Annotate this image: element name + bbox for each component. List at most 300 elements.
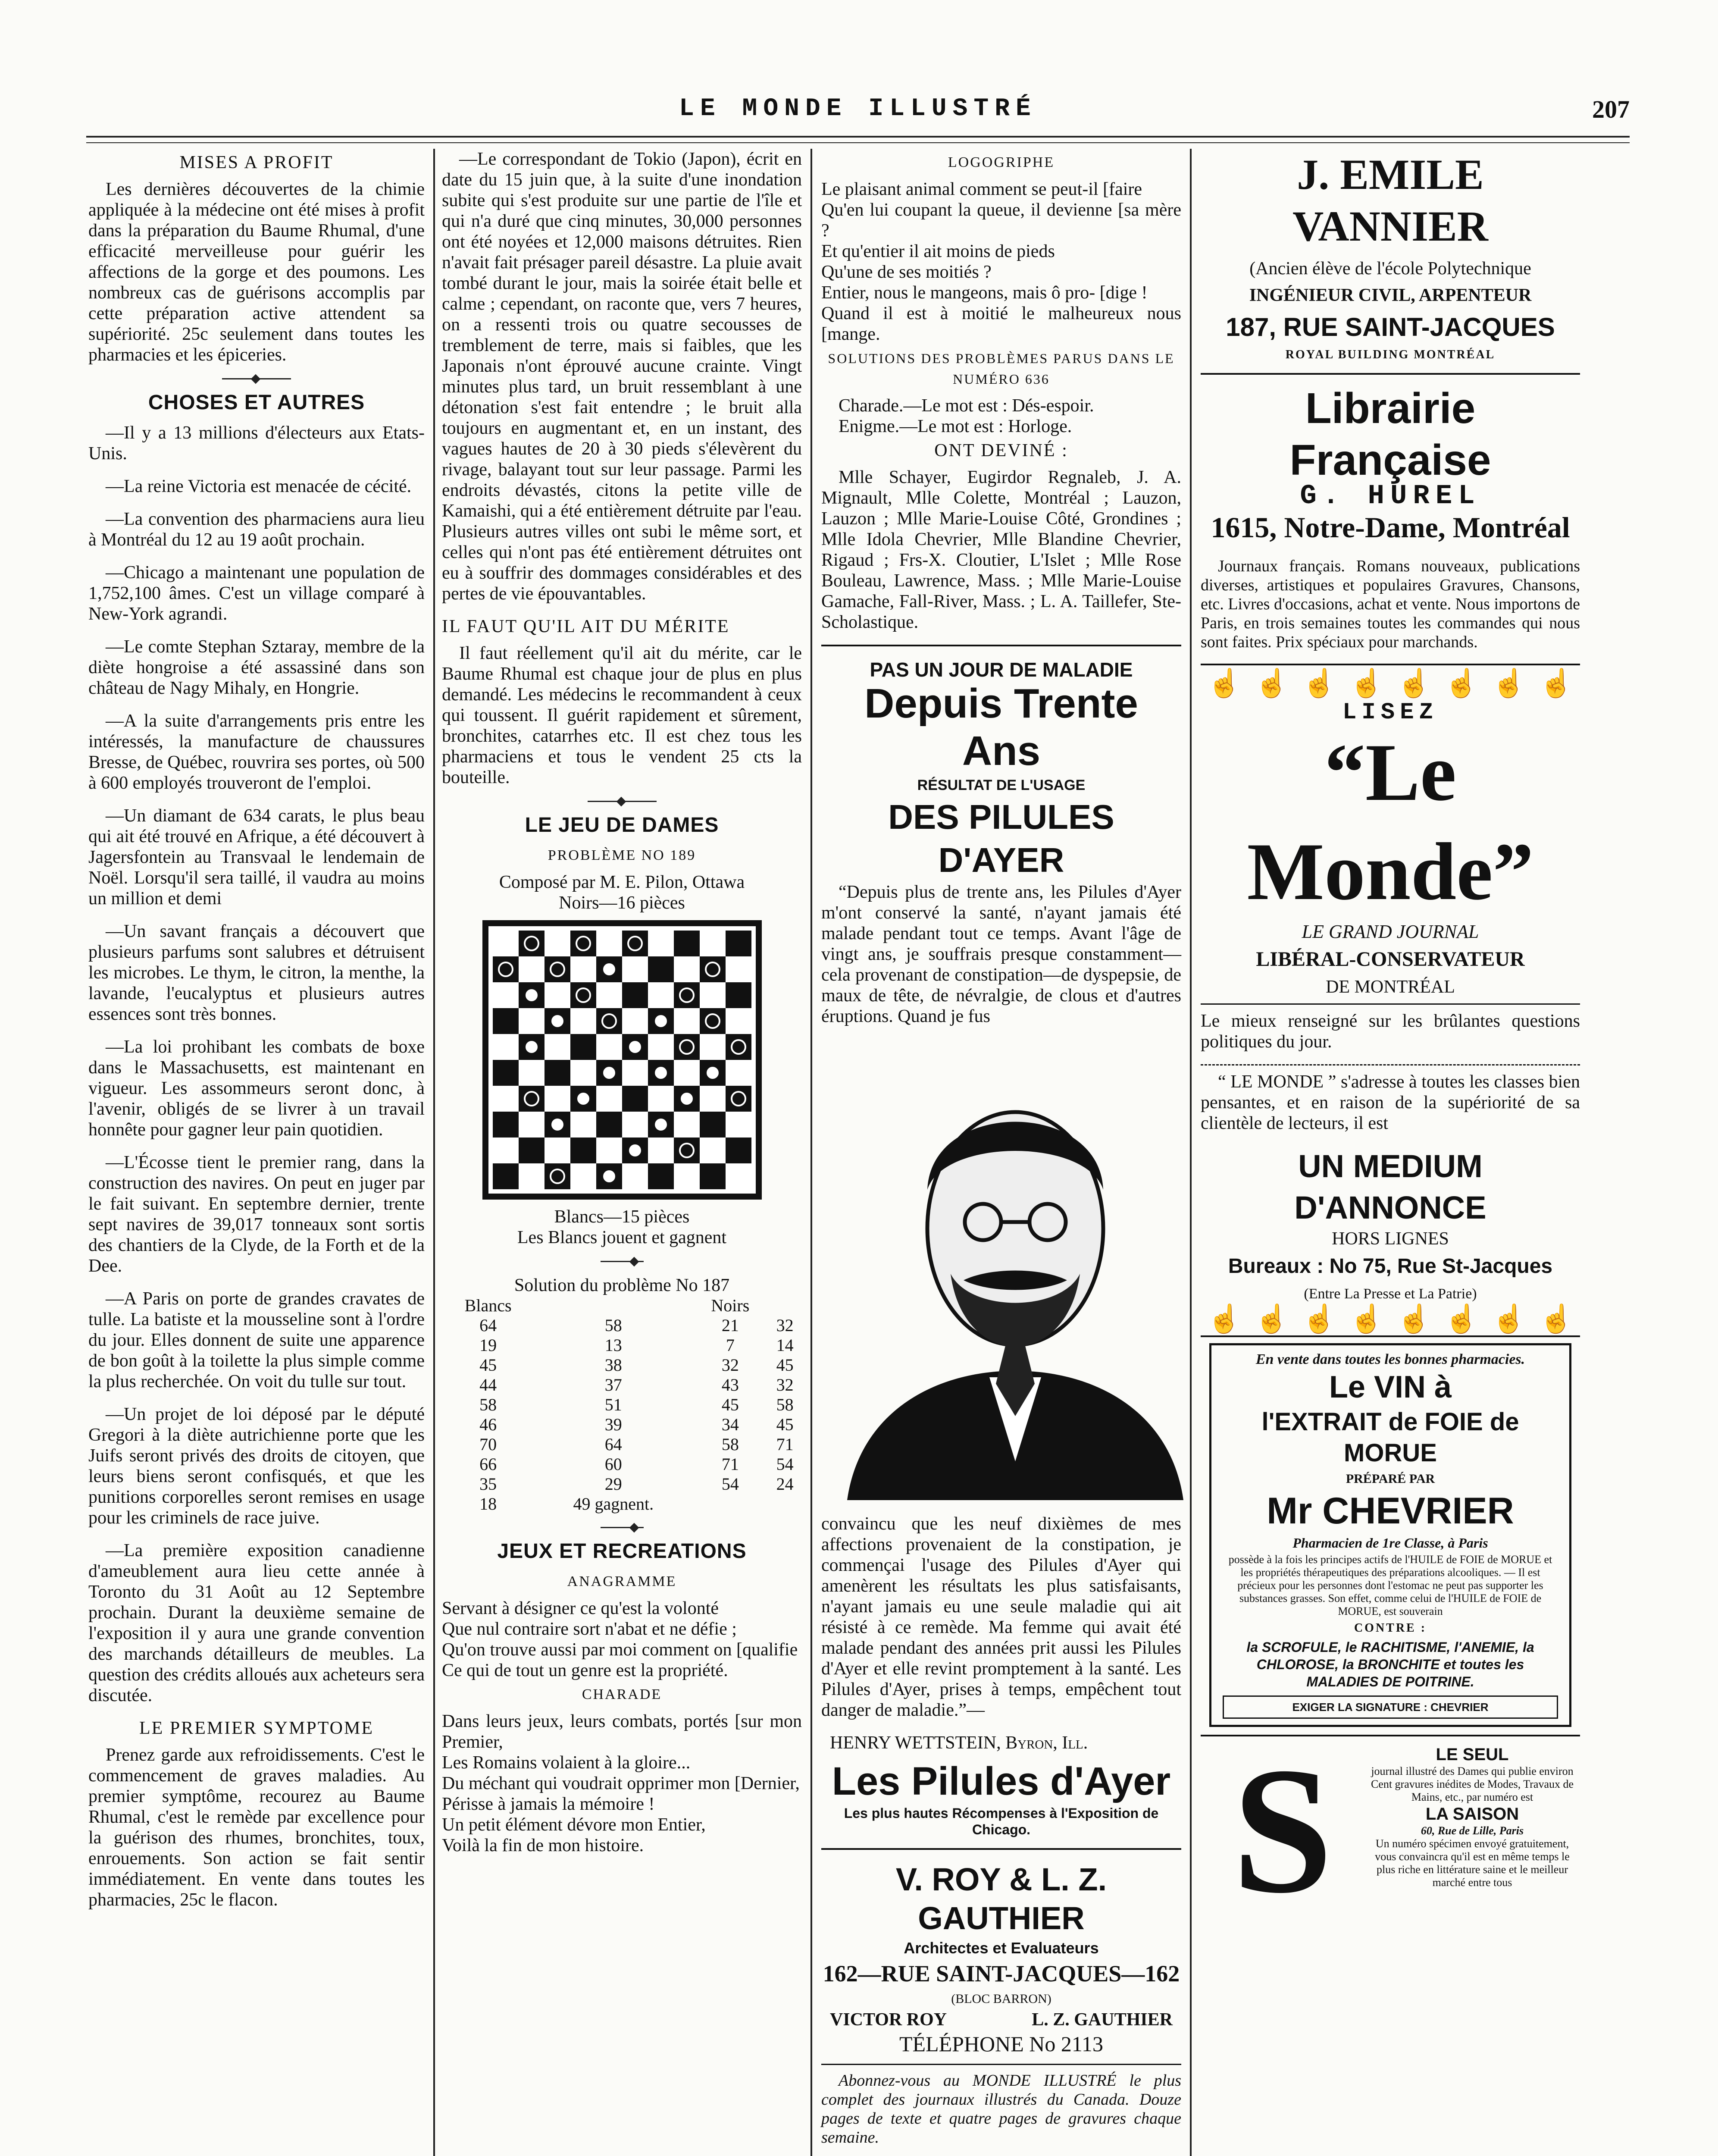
black-piece-icon [679, 987, 695, 1003]
ad-rule [1201, 1335, 1580, 1337]
ad-rule [1201, 1064, 1580, 1065]
table-header [442, 1296, 802, 1316]
ad-headline: l'EXTRAIT de FOIE de MORUE [1261, 1408, 1519, 1467]
problem-number: PROBLÈME NO 189 [548, 847, 696, 863]
saison-text [1369, 1744, 1576, 1889]
board-square [493, 1086, 519, 1112]
board-square [519, 1060, 545, 1086]
board-square [648, 956, 674, 982]
subscription-notice: Abonnez-vous au MONDE ILLUSTRÉ le plus complet des journaux illustrés du Canada. Douze pages de texte et quatre pages de gravures chaque semaine. [821, 2071, 1181, 2147]
board-square [596, 931, 622, 956]
board-square [622, 1138, 648, 1163]
subsection-title: CHARADE [582, 1686, 662, 1702]
board-square [648, 1034, 674, 1060]
separator [222, 378, 291, 379]
table-row [442, 1474, 802, 1494]
board-square [674, 956, 700, 982]
board-square [648, 982, 674, 1008]
board-square [493, 1112, 519, 1138]
news-item: —La première exposition canadienne d'ameublement aura lieu cette année à Toronto du 31 Août au 12 Septembre prochain. Durant la deuxième semaine de l'exposition il y aura une grande convention des marchands détailleurs de meubles. La question des crédits alloués aux acheteurs sera discutée. [88, 1541, 425, 1705]
ad-note: PRÉPARÉ PAR [1346, 1472, 1435, 1486]
black-piece-icon [731, 1091, 746, 1106]
news-item: —La convention des pharmaciens aura lieu à Montréal du 12 au 19 août prochain. [88, 509, 425, 550]
white-piece-icon [627, 1039, 643, 1055]
table-cell: 44 [479, 1375, 497, 1395]
article-text: —Le correspondant de Tokio (Japon), écrit en date du 15 juin que, à la suite d'une inondation subite qui s'est produite sur une partie de l'île et qui n'a duré que cinq minutes, 30,000 personnes ont été noyées et 12,000 maisons détruites. Rien n'avait fait présager pareil désastre. La pluie avait tombé durant le jour, mais la soirée était belle et calme ; cependant, on raconte que, vers 7 heures, on a ressenti trois ou quatre secousses de tremblement de terre, mais si faibles, que les Japonais n'ont éprouvé aucune crainte. Vingt minutes plus tard, un bruit ressemblant à une détonation s'est fait entendre ; le bruit alla toujours en augmentant et, en un instant, des vagues hautes de 20 à 30 pieds s'élevèrent du rivage, balayant tout sur leur passage. Parmi les endroits dévastés, citons la petite ville de Kamaishi, qui a été entièrement détruite par l'eau. Plusieurs autres villes ont subi le même sort, et celles qui n'ont pas été entièrement détruites ont eu à souffrir des dommages considérables et des pertes de vie épouvantables. [442, 149, 802, 604]
white-piece-icon [524, 1039, 539, 1055]
board-square [648, 1086, 674, 1112]
board-square [622, 982, 648, 1008]
white-piece-icon [550, 1117, 565, 1132]
ad-headline: Mr CHEVRIER [1267, 1490, 1514, 1532]
problem-author: Composé par M. E. Pilon, Ottawa [499, 872, 745, 892]
table-cell: 35 [479, 1474, 497, 1494]
board-square [570, 982, 596, 1008]
board-square [493, 1060, 519, 1086]
ad-telephone: TÉLÉPHONE No 2113 [899, 2032, 1104, 2056]
board-square [726, 1034, 751, 1060]
hand-ornaments [1201, 1304, 1580, 1334]
table-row [442, 1454, 802, 1474]
board-square [674, 1034, 700, 1060]
header-rule-thin [86, 142, 1630, 143]
board-square [648, 1008, 674, 1034]
ad-subheadline: Les plus hautes Récompenses à l'Exposition de Chicago. [844, 1805, 1159, 1837]
black-piece-icon [498, 962, 513, 977]
ad-rule [1201, 664, 1580, 665]
table-cell: 64 [479, 1316, 497, 1335]
column-rule [433, 149, 435, 2156]
board-square [726, 956, 751, 982]
pointing-hand-icon: ☝ [1207, 1304, 1242, 1334]
ad-subheadline: DE MONTRÉAL [1326, 977, 1455, 997]
board-square [622, 931, 648, 956]
board-square [700, 956, 726, 982]
table-cell: 45 [776, 1355, 794, 1375]
table-cell: 14 [776, 1335, 794, 1355]
table-row [442, 1494, 802, 1514]
table-cell: 58 [721, 1435, 739, 1454]
section-title: LE JEU DE DAMES [525, 814, 719, 837]
ad-headline: V. ROY & L. Z. GAUTHIER [895, 1861, 1107, 1936]
logogriphe-verse: Et qu'entier il ait moins de pieds [821, 241, 1055, 261]
white-piece-icon [550, 1013, 565, 1029]
black-piece-icon [550, 962, 565, 977]
black-piece-icon [524, 1091, 539, 1106]
ad-text: journal illustré des Dames qui publie environ Cent gravures inédites de Modes, Travaux de Mains, etc., par numéro est [1371, 1765, 1574, 1803]
ad-subheadline: LE GRAND JOURNAL [1302, 921, 1479, 942]
table-cell: 54 [776, 1454, 794, 1474]
article-text: Il faut réellement qu'il ait du mérite, car le Baume Rhumal est chaque jour de plus en plus demandé. Les médecins le recommandent à ceux qui toussent. Il guérit rapidement et sûrement, bronchites, catarrhes etc. Il est chez tous les pharmaciens et tous le vendent 25 cts la bouteille. [442, 643, 802, 787]
table-cell: 29 [604, 1474, 622, 1494]
table-cell: 32 [776, 1375, 794, 1395]
board-square [726, 1112, 751, 1138]
table-cell: 43 [721, 1375, 739, 1395]
board-square [596, 956, 622, 982]
table-cell: 51 [604, 1395, 622, 1414]
ad-signature: HENRY WETTSTEIN, Byron, Ill. [830, 1733, 1088, 1753]
subsection-title: ANAGRAMME [567, 1573, 677, 1589]
ad-subheadline: INGÉNIEUR CIVIL, ARPENTEUR [1249, 285, 1532, 305]
board-square [570, 1138, 596, 1163]
ad-rule [1201, 373, 1580, 375]
table-cell: 66 [479, 1454, 497, 1474]
board-square [596, 1138, 622, 1163]
masthead: LE MONDE ILLUSTRÉ [679, 95, 1037, 123]
ad-note: (Entre La Presse et La Patrie) [1304, 1286, 1477, 1302]
board-square [493, 956, 519, 982]
board-square [726, 1086, 751, 1112]
table-cell: 45 [479, 1355, 497, 1375]
table-cell: 60 [604, 1454, 622, 1474]
table-cell [534, 1296, 692, 1316]
board-square [596, 1008, 622, 1034]
board-square [648, 1060, 674, 1086]
table-cell: 45 [776, 1415, 794, 1434]
ad-subheadline: LIBÉRAL-CONSERVATEUR [1256, 948, 1525, 971]
board-square [493, 931, 519, 956]
board-square [570, 1112, 596, 1138]
board-square [519, 931, 545, 956]
board-square [674, 1060, 700, 1086]
ad-testimony: convaincu que les neuf dixièmes de mes affections provenaient de la constipation, je commençai l'usage des Pilules d'Ayer qui amenèrent les résultats les plus satisfaisants, n'ayant jamais eu une seule maladie qui ait résisté à ce remède. Ma femme qui avait été malade pendant des années prit aussi les Pilules d'Ayer et elle revint promptement à la santé. Les Pilules d'Ayer, prises à temps, empêchent tout danger de maladie.”— [821, 1514, 1181, 1720]
ad-subheadline: G. HUREL [1300, 481, 1481, 512]
board-square [622, 1060, 648, 1086]
article-text: Prenez garde aux refroidissements. C'est le commencement de graves maladies. Au premier symptôme, recourez au Baume Rhumal, c'est le remède par excellence pour la guérison des rhumes, bronchites, toux, enrouements. Son action se fait sentir immédiatement. En vente dans toutes les pharmacies, 25c le flacon. [88, 1745, 425, 1910]
board-square [674, 982, 700, 1008]
black-piece-icon [679, 1039, 695, 1055]
ad-subheadline: (Ancien élève de l'école Polytechnique [1249, 259, 1531, 279]
anagram-verse: Servant à désigner ce qu'est la volonté [442, 1598, 719, 1618]
board-square [570, 1034, 596, 1060]
ad-address: 162—RUE SAINT-JACQUES—162 [823, 1961, 1180, 1987]
board-square [648, 931, 674, 956]
table-cell: 19 [479, 1335, 497, 1355]
ad-text: Le mieux renseigné sur les brûlantes questions politiques du jour. [1201, 1011, 1580, 1052]
table-cell: 46 [479, 1415, 497, 1434]
white-pieces: Blancs—15 pièces [554, 1207, 690, 1227]
table-row [442, 1316, 802, 1335]
subsection-title: LOGOGRIPHE [948, 154, 1055, 170]
ad-headline: LA SAISON [1425, 1805, 1519, 1824]
board-square [519, 1008, 545, 1034]
table-cell: Blancs [464, 1296, 512, 1315]
table-cell: 38 [604, 1355, 622, 1375]
anagram-verse: Que nul contraire sort n'abat et ne défie ; [442, 1619, 737, 1639]
ad-note: En vente dans toutes les bonnes pharmacies. [1255, 1351, 1525, 1367]
board-square [622, 1112, 648, 1138]
board-square [596, 1163, 622, 1189]
section-title: LE PREMIER SYMPTOME [139, 1718, 374, 1738]
ad-subheadline: HORS LIGNES [1332, 1229, 1449, 1249]
ad-text: Un numéro spécimen envoyé gratuitement, vous convaincra qu'il est en même temps le plus riche en littérature saine et le meilleur marché entre tous [1375, 1837, 1570, 1889]
problem-instruction: Les Blancs jouent et gagnent [517, 1228, 727, 1247]
board-square [596, 1112, 622, 1138]
ad-address: 1615, Notre-Dame, Montréal [1211, 511, 1570, 544]
board-square [596, 982, 622, 1008]
pointing-hand-icon: ☝ [1397, 668, 1431, 699]
table-cell: 71 [776, 1435, 794, 1454]
black-pieces: Noirs—16 pièces [559, 893, 685, 913]
ad-headline: LE SEUL [1436, 1745, 1509, 1764]
page-header [86, 91, 1630, 138]
white-piece-icon [601, 1169, 617, 1184]
ad-note: Pharmacien de 1re Classe, à Paris [1292, 1535, 1488, 1551]
table-row [442, 1395, 802, 1415]
column-1 [88, 149, 425, 1922]
pointing-hand-icon: ☝ [1492, 668, 1526, 699]
board-square [519, 1034, 545, 1060]
column-2 [442, 149, 802, 1856]
table-cell: 64 [604, 1435, 622, 1454]
board-square [570, 1008, 596, 1034]
solution-title: Solution du problème No 187 [514, 1275, 730, 1295]
ad-address: 187, RUE SAINT-JACQUES [1226, 313, 1555, 342]
ad-rule [821, 645, 1181, 646]
black-piece-icon [705, 1013, 720, 1029]
board-square [545, 1086, 570, 1112]
ad-subheadline: Architectes et Evaluateurs [904, 1939, 1099, 1957]
board-square [674, 1086, 700, 1112]
ad-headline: Depuis Trente Ans [864, 680, 1138, 774]
board-square [570, 956, 596, 982]
board-square [545, 1163, 570, 1189]
table-cell: 71 [721, 1454, 739, 1474]
board-square [519, 1112, 545, 1138]
ad-name: VICTOR ROY [830, 2010, 947, 2030]
board-square [570, 1163, 596, 1189]
logogriphe-verse: Qu'une de ses moitiés ? [821, 262, 992, 282]
board-square [519, 1138, 545, 1163]
table-cell: 54 [721, 1474, 739, 1494]
ad-text: la SCROFULE, le RACHITISME, l'ANEMIE, la CHLOROSE, la BRONCHITE et toutes les MALADIES DE POITRINE. [1246, 1639, 1534, 1689]
news-item: —Le comte Stephan Sztaray, membre de la diète hongroise a été assassiné dans son château de Nagy Mihaly, en Hongrie. [88, 637, 425, 698]
ad-headline: Les Pilules d'Ayer [832, 1759, 1171, 1803]
ad-subheadline: RÉSULTAT DE L'USAGE [917, 777, 1086, 793]
table-cell: 7 [726, 1335, 735, 1355]
board-square [726, 1138, 751, 1163]
ad-names [821, 2009, 1181, 2030]
board-square [545, 982, 570, 1008]
pointing-hand-icon: ☝ [1207, 668, 1242, 699]
board-square [493, 1138, 519, 1163]
table-cell: 70 [479, 1435, 497, 1454]
table-cell: 18 [479, 1494, 497, 1514]
hand-ornaments [1201, 668, 1580, 699]
board-square [700, 1034, 726, 1060]
charade-verse: Dans leurs jeux, leurs combats, portés [sur mon Premier, [442, 1711, 802, 1752]
solution-line: Enigme.—Le mot est : Horloge. [839, 417, 1072, 436]
board-square [700, 931, 726, 956]
pointing-hand-icon: ☝ [1255, 668, 1289, 699]
logogriphe-verse: Entier, nous le mangeons, mais ô pro- [dige ! [821, 283, 1148, 303]
pointing-hand-icon: ☝ [1349, 1304, 1384, 1334]
section-title: IL FAUT QU'IL AIT DU MÉRITE [442, 617, 730, 636]
news-item: —L'Écosse tient le premier rang, dans la construction des navires. On peut en juger par le fait suivant. En septembre dernier, trente sept navires de 39,017 tonneaux sont sortis des chantiers de la Clyde, de la Forth et de la Dee. [88, 1153, 425, 1276]
board-square [648, 1112, 674, 1138]
ad-note: CONTRE : [1354, 1621, 1427, 1635]
pointing-hand-icon: ☝ [1255, 1304, 1289, 1334]
board-square [700, 1086, 726, 1112]
table-cell: 39 [604, 1415, 622, 1434]
white-piece-icon [576, 1091, 591, 1106]
pointing-hand-icon: ☝ [1444, 668, 1479, 699]
board-square [570, 931, 596, 956]
charade-verse: Du méchant qui voudrait opprimer mon [Dernier, [442, 1774, 800, 1793]
table-row [442, 1335, 802, 1355]
table-row [442, 1415, 802, 1435]
table-cell: 32 [721, 1355, 739, 1375]
solution-line: Charade.—Le mot est : Dés-espoir. [839, 396, 1094, 416]
board-square [493, 1008, 519, 1034]
pointing-hand-icon: ☝ [1539, 668, 1574, 699]
news-item: —Un projet de loi déposé par le député Gregori à la diète autrichienne porte que les Juifs seront privés des droits de citoyen, que leurs biens seront confisqués, et que les punitions corporelles seront remises en usage pour les criminels de race juive. [88, 1404, 425, 1528]
news-item: —Un savant français a découvert que plusieurs parfums sont salubres et détruisent les microbes. Le thym, le citron, la menthe, la lavande, l'eucalyptus et plusieurs autres essences sont très bonnes. [88, 921, 425, 1024]
news-item: —Chicago a maintenant une population de 1,752,100 âmes. C'est un village comparé à New-York agrandi. [88, 563, 425, 624]
board-square [519, 1163, 545, 1189]
ad-rule [821, 2064, 1181, 2065]
news-item: —Il y a 13 millions d'électeurs aux Etats-Unis. [88, 423, 425, 464]
board-square [596, 1086, 622, 1112]
board-square [648, 1138, 674, 1163]
separator [601, 1261, 644, 1262]
logogriphe-verse: Qu'en lui coupant la queue, il devienne [sa mère ? [821, 200, 1181, 241]
section-title: ONT DEVINÉ : [934, 441, 1068, 461]
board-square [674, 1112, 700, 1138]
section-title: JEUX ET RECREATIONS [497, 1540, 747, 1563]
board-square [545, 1112, 570, 1138]
black-piece-icon [731, 1039, 746, 1055]
table-cell: Noirs [711, 1296, 750, 1315]
saison-monogram-icon: S [1232, 1730, 1333, 1930]
board-square [648, 1163, 674, 1189]
ad-headline: “Le Monde” [1247, 727, 1534, 917]
ad-headline: J. EMILE VANNIER [1292, 150, 1488, 250]
solvers-list: Mlle Schayer, Eugirdor Regnaleb, J. A. Mignault, Mlle Colette, Montréal ; Lauzon, Lauzon ; Mlle Marie-Louise Côté, Grondines ; Mlle Idola Chevrier, Mlle Blandine Chevrier, Rigaud ; Frs-X. Cloutier, L'Islet ; Mlle Rose Bouleau, Lawrence, Mass. ; Mlle Marie-Louise Gamache, Fall-River, Mass. ; L. A. Taillefer, Ste-Scholastique. [821, 467, 1181, 632]
white-piece-icon [653, 1013, 669, 1029]
column-rule [810, 149, 812, 2156]
table-cell: 13 [604, 1335, 622, 1355]
ad-rule [821, 1848, 1181, 1850]
ad-headline: Le VIN à [1329, 1370, 1452, 1404]
board-square [545, 1060, 570, 1086]
white-piece-icon [705, 1065, 720, 1081]
news-item: —Un diamant de 634 carats, le plus beau qui ait été trouvé en Afrique, a été découvert à Jagersfontein au Transvaal le lendemain de Noël. Lorsqu'il sera taillé, il vaudra au moins un million et demi [88, 806, 425, 909]
ad-signature: EXIGER LA SIGNATURE : CHEVRIER [1223, 1695, 1558, 1719]
section-title: CHOSES ET AUTRES [148, 391, 365, 414]
white-piece-icon [679, 1091, 695, 1106]
pointing-hand-icon: ☝ [1539, 1304, 1574, 1334]
board-square [726, 1008, 751, 1034]
ad-text: “ LE MONDE ” s'adresse à toutes les classes bien pensantes, et en raison de la supériorité de sa clientèle de lecteurs, il est [1201, 1072, 1580, 1133]
black-piece-icon [524, 936, 539, 951]
board-square [622, 1034, 648, 1060]
ad-address: Bureaux : No 75, Rue St-Jacques [1228, 1255, 1553, 1278]
white-piece-icon [653, 1117, 669, 1132]
page-number: 207 [1592, 95, 1630, 123]
board-square [493, 982, 519, 1008]
ad-headline: Librairie Française [1289, 384, 1491, 484]
board-square [700, 1008, 726, 1034]
table-cell: 49 gagnent. [573, 1494, 654, 1514]
black-piece-icon [679, 1143, 695, 1158]
white-piece-icon [524, 987, 539, 1003]
table-row [442, 1375, 802, 1395]
anagram-verse: Qu'on trouve aussi par moi comment on [qualifie [442, 1640, 798, 1660]
black-piece-icon [601, 1013, 617, 1029]
table-cell: 24 [776, 1474, 794, 1494]
saison-ad [1201, 1730, 1580, 1930]
board-square [726, 982, 751, 1008]
solutions-heading: SOLUTIONS DES PROBLÈMES PARUS DANS LE NUMÉRO 636 [828, 351, 1175, 387]
table-row [442, 1355, 802, 1375]
news-item: —La reine Victoria est menacée de cécité. [106, 476, 412, 496]
board-square [622, 1008, 648, 1034]
board-square [700, 982, 726, 1008]
table-cell [768, 1494, 802, 1514]
pointing-hand-icon: ☝ [1397, 1304, 1431, 1334]
checkers-board [482, 920, 762, 1200]
separator [601, 1527, 644, 1528]
ad-rule [1201, 1003, 1580, 1005]
board-square [622, 1163, 648, 1189]
ad-headline: PAS UN JOUR DE MALADIE [870, 658, 1133, 681]
header-rule [86, 136, 1630, 138]
charade-verse: Un petit élément dévore mon Entier, [442, 1815, 706, 1835]
ad-name: L. Z. GAUTHIER [1032, 2010, 1173, 2030]
black-piece-icon [576, 987, 591, 1003]
board-square [493, 1163, 519, 1189]
white-piece-icon [601, 1065, 617, 1081]
ad-text: possède à la fois les principes actifs de l'HUILE de FOIE de MORUE et les propriétés thérapeutiques des préparations alcooliques. — Il est précieux pour les personnes dont l'estomac ne peut pas supporter les substances grasses. Son effet, comme celui de l'HUILE de FOIE de MORUE, est souverain [1228, 1553, 1552, 1617]
board-square [519, 982, 545, 1008]
logogriphe-verse: Quand il est à moitié le malheureux nous [mange. [821, 304, 1181, 344]
board-square [726, 1163, 751, 1189]
board-square [596, 1060, 622, 1086]
table-cell [692, 1494, 768, 1514]
portrait-illustration [821, 1047, 1209, 1500]
pointing-hand-icon: ☝ [1492, 1304, 1526, 1334]
board-square [570, 1060, 596, 1086]
column-4 [1201, 149, 1580, 1930]
board-square [596, 1034, 622, 1060]
board-square [622, 956, 648, 982]
solution-table [442, 1296, 802, 1514]
separator [588, 801, 657, 802]
board-square [545, 931, 570, 956]
black-piece-icon [627, 936, 643, 951]
board-square [519, 956, 545, 982]
board-square [570, 1086, 596, 1112]
ad-headline: UN MEDIUM D'ANNONCE [1294, 1148, 1486, 1225]
table-cell [768, 1296, 802, 1316]
charade-verse: Voilà la fin de mon histoire. [442, 1836, 644, 1855]
board-square [700, 1060, 726, 1086]
board-square [674, 1008, 700, 1034]
news-item: —A Paris on porte de grandes cravates de tulle. La batiste et la mousseline sont à l'ordre du jour. Elles donnent de suite une apparence de bon goût à la toilette la plus simple comme la plus recherchée. On voit du tulle sur tout. [88, 1289, 425, 1391]
board-square [674, 1138, 700, 1163]
pointing-hand-icon: ☝ [1302, 1304, 1336, 1334]
black-piece-icon [576, 936, 591, 951]
board-square [726, 931, 751, 956]
board-square [726, 1060, 751, 1086]
table-row [442, 1435, 802, 1454]
column-3 [821, 149, 1181, 2156]
table-cell: 34 [721, 1415, 739, 1434]
charade-verse: Les Romains volaient à la gloire... [442, 1753, 691, 1773]
board-square [519, 1086, 545, 1112]
board-square [545, 1138, 570, 1163]
